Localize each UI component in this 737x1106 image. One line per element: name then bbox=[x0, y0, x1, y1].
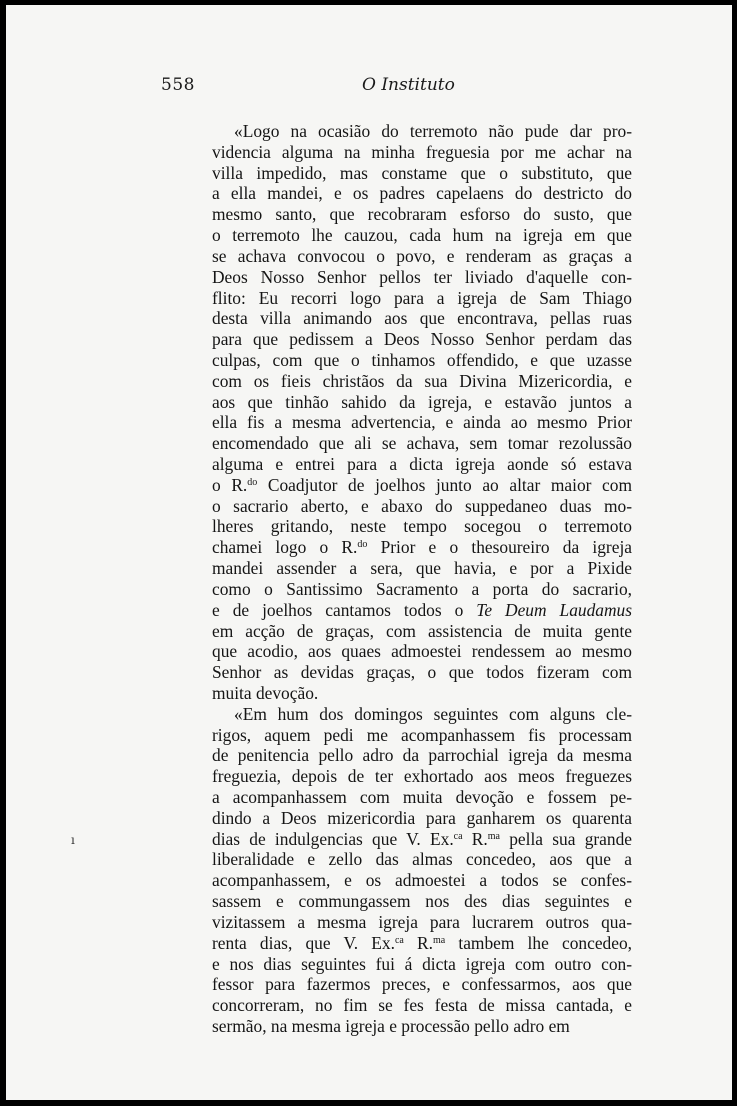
text-segment: Prior e o thesoureiro da igreja bbox=[367, 537, 632, 558]
text-segment: «Em hum dos domingos seguintes com alguns cle- bbox=[234, 703, 632, 724]
text-segment: que acodio, aos quaes admoestei rendessem ao mesmo bbox=[212, 641, 632, 662]
text-line bbox=[212, 246, 632, 267]
text-segment: como o Santissimo Sacramento a porta do sacrario, bbox=[212, 578, 632, 599]
text-segment: a ella mandei, e os padres capelaens do destricto do bbox=[212, 183, 632, 204]
text-segment: R. bbox=[403, 932, 433, 953]
text-segment: «Logo na ocasião do terremoto não pude dar pro- bbox=[234, 121, 632, 141]
text-segment: fessor para fazermos preces, e confessarmos, aos que bbox=[212, 974, 632, 995]
text-line bbox=[212, 954, 632, 975]
text-line bbox=[212, 683, 632, 704]
superscript-abbrev: do bbox=[357, 539, 368, 551]
text-line bbox=[212, 891, 632, 912]
text-segment: vizitassem a mesma igreja para lucrarem outros qua- bbox=[212, 911, 632, 932]
text-segment: sassem e commungassem nos des dias seguintes e bbox=[212, 891, 632, 912]
text-segment: flito: Eu recorri logo para a igreja de Sam Thiago bbox=[212, 287, 632, 308]
text-line bbox=[212, 350, 632, 371]
text-segment: mandei assender a sera, que havia, e por a Pixide bbox=[212, 558, 632, 579]
text-line bbox=[212, 912, 632, 933]
text-segment: acompanhassem, e os admoestei a todos se confes- bbox=[212, 870, 632, 891]
text-segment: villa impedido, mas constame que o substituto, que bbox=[212, 162, 632, 183]
text-line bbox=[212, 579, 632, 600]
text-segment: dias de indulgencias que V. Ex. bbox=[212, 828, 454, 849]
running-header bbox=[6, 75, 737, 99]
text-segment: freguezia, depois de ter exhortado aos meos freguezes bbox=[212, 766, 632, 787]
text-line bbox=[212, 121, 632, 142]
superscript-abbrev: ca bbox=[394, 934, 404, 946]
text-line bbox=[212, 808, 632, 829]
text-segment: sermão, na mesma igreja e processão pello adro em bbox=[212, 1015, 570, 1036]
text-line bbox=[212, 225, 632, 246]
text-line bbox=[212, 558, 632, 579]
margin-mark: ı bbox=[71, 833, 75, 847]
text-segment: alguma e entrei para a dicta igreja aonde só estava bbox=[212, 454, 632, 474]
text-segment: lheres gritando, neste tempo socegou o terremoto bbox=[212, 516, 632, 537]
text-line bbox=[212, 433, 632, 454]
text-line bbox=[212, 870, 632, 891]
text-line bbox=[212, 537, 632, 558]
text-line bbox=[212, 995, 632, 1016]
superscript-abbrev: ca bbox=[453, 830, 463, 842]
text-line bbox=[212, 933, 632, 954]
text-line bbox=[212, 183, 632, 204]
text-line bbox=[212, 329, 632, 350]
text-segment: em acção de graças, com assistencia de muita gente bbox=[212, 620, 632, 641]
text-segment: encomendado que ali se achava, sem tomar rezolussão bbox=[212, 433, 632, 454]
text-line bbox=[212, 704, 632, 725]
text-line bbox=[212, 496, 632, 517]
text-segment: ella fis a mesma advertencia, e ainda ao mesmo Prior bbox=[212, 412, 632, 433]
text-line bbox=[212, 974, 632, 995]
text-line bbox=[212, 1016, 632, 1037]
text-line bbox=[212, 163, 632, 184]
text-segment: e nos dias seguintes fui á dicta igreja com outro con- bbox=[212, 953, 632, 974]
text-segment: R. bbox=[462, 828, 488, 849]
text-segment: concorreram, no fim se fes festa de missa cantada, e bbox=[212, 995, 632, 1016]
text-segment: aos que tinhão sahido da igreja, e estavão juntos a bbox=[212, 391, 632, 412]
text-segment: videncia alguma na minha freguesia por me achar na bbox=[212, 141, 632, 162]
text-line bbox=[212, 600, 632, 621]
text-line bbox=[212, 766, 632, 787]
text-segment: e de joelhos cantamos todos o bbox=[212, 599, 477, 620]
text-line bbox=[212, 288, 632, 309]
text-segment: chamei logo o R. bbox=[212, 537, 358, 558]
text-line bbox=[212, 475, 632, 496]
text-line bbox=[212, 849, 632, 870]
page-number: 558 bbox=[161, 75, 195, 95]
text-segment: o R. bbox=[212, 474, 248, 495]
text-line bbox=[212, 412, 632, 433]
body-text bbox=[212, 121, 632, 1037]
text-segment: tambem lhe concedeo, bbox=[445, 932, 632, 953]
text-line bbox=[212, 308, 632, 329]
text-line bbox=[212, 725, 632, 746]
text-segment: mesmo santo, que recobraram esforso do susto, que bbox=[212, 204, 632, 225]
text-segment: culpas, com que o tinhamos offendido, e que uzasse bbox=[212, 349, 632, 370]
text-segment: com os fieis christãos da sua Divina Mizericordia, e bbox=[212, 370, 632, 391]
text-line bbox=[212, 204, 632, 225]
superscript-abbrev: ma bbox=[432, 934, 446, 946]
text-segment: Coadjutor de joelhos junto ao altar maior com bbox=[257, 474, 632, 495]
text-segment: rigos, aquem pedi me acompanhassem fis processam bbox=[212, 724, 632, 745]
text-segment: Senhor as devidas graças, o que todos fizeram com bbox=[212, 662, 632, 683]
text-segment: pella sua grande bbox=[499, 828, 633, 849]
text-line bbox=[212, 829, 632, 850]
text-segment: para que pedissem a Deos Nosso Senhor perdam das bbox=[212, 329, 632, 350]
superscript-abbrev: ma bbox=[487, 830, 500, 842]
text-segment: liberalidade e zello das almas concedeo, aos que a bbox=[212, 849, 632, 870]
text-segment: de penitencia pello adro da parrochial igreja da mesma bbox=[212, 745, 632, 766]
text-line bbox=[212, 371, 632, 392]
text-segment: a acompanhassem com muita devoção e fossem pe- bbox=[212, 787, 632, 807]
text-line bbox=[212, 787, 632, 808]
text-line bbox=[212, 454, 632, 475]
italic-phrase: Te Deum Laudamus bbox=[476, 599, 632, 620]
text-segment: dindo a Deos mizericordia para ganharem os quarenta bbox=[212, 807, 632, 828]
text-line bbox=[212, 142, 632, 163]
text-line bbox=[212, 662, 632, 683]
text-segment: Deos Nosso Senhor pellos ter liviado d'aquelle con- bbox=[212, 266, 632, 287]
text-segment: se achava convocou o povo, e renderam as graças a bbox=[212, 245, 632, 266]
text-segment: o terremoto lhe cauzou, cada hum na igreja em que bbox=[212, 225, 632, 246]
text-line bbox=[212, 641, 632, 662]
text-line bbox=[212, 392, 632, 413]
text-line bbox=[212, 516, 632, 537]
running-title: O Instituto bbox=[362, 75, 455, 95]
text-line bbox=[212, 745, 632, 766]
superscript-abbrev: do bbox=[247, 476, 258, 488]
text-line bbox=[212, 267, 632, 288]
text-segment: o sacrario aberto, e abaxo do suppedaneo duas mo- bbox=[212, 495, 632, 516]
text-line bbox=[212, 621, 632, 642]
text-segment: desta villa animando aos que encontrava, pellas ruas bbox=[212, 308, 632, 329]
text-segment: renta dias, que V. Ex. bbox=[212, 932, 395, 953]
text-segment: muita devoção. bbox=[212, 682, 319, 703]
